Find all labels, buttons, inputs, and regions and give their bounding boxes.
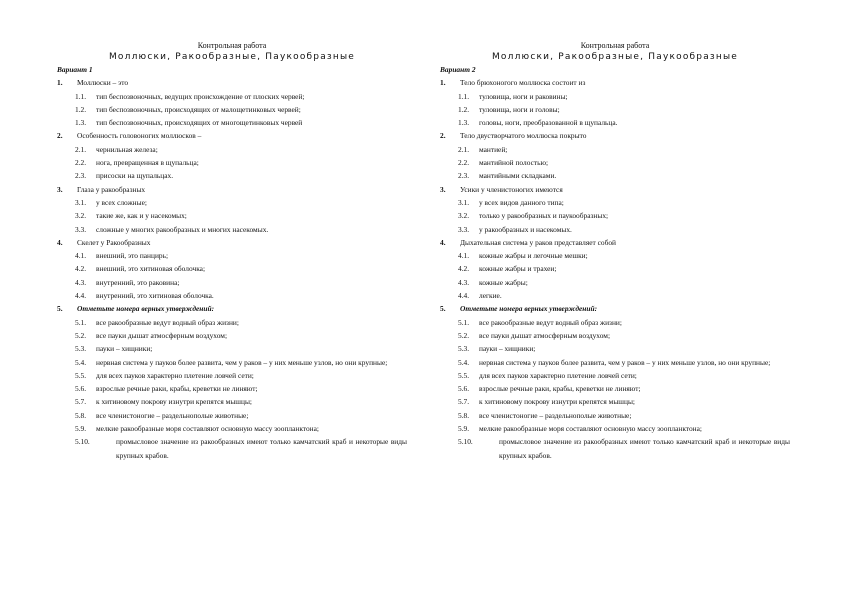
option-number: 3.2.	[75, 211, 87, 221]
option-text: сложные у многих ракообразных и многих насекомых.	[96, 224, 269, 234]
question	[57, 183, 407, 196]
answer-option	[440, 90, 790, 103]
answer-option	[57, 249, 407, 262]
option-number: 5.6.	[75, 384, 87, 394]
option-number: 4.1.	[458, 251, 470, 261]
option-number: 1.3.	[458, 118, 470, 128]
option-text: все членистоногие – раздельнополые животные;	[479, 410, 632, 420]
option-number: 5.10.	[75, 437, 90, 447]
question	[57, 236, 407, 249]
option-text: у всех сложные;	[96, 197, 147, 207]
option-number: 3.3.	[75, 224, 87, 234]
option-number: 4.3.	[75, 277, 87, 287]
question-text: Глаза у ракообразных	[77, 184, 146, 194]
answer-option	[57, 262, 407, 275]
option-number: 5.2.	[75, 330, 87, 340]
answer-option	[57, 276, 407, 289]
question-text: Тело брюхоногого моллюска состоит из	[460, 78, 586, 88]
option-number: 5.3.	[458, 344, 470, 354]
option-text: мелкие ракообразные моря составляют основную массу зоопланктона;	[479, 424, 702, 434]
option-text: нога, превращенная в щупальца;	[96, 158, 199, 168]
option-number: 1.1.	[458, 91, 470, 101]
question-text: Тело двустворчатого моллюска покрыто	[460, 131, 587, 141]
question-list	[440, 76, 790, 462]
option-text: головы, ноги, преобразованной в щупальца.	[479, 118, 618, 128]
option-number: 4.4.	[458, 291, 470, 301]
option-text: мелкие ракообразные моря составляют основную массу зоопланктона;	[96, 424, 319, 434]
option-text: все ракообразные ведут водный образ жизни;	[479, 317, 622, 327]
option-text: тип беспозвоночных, происходящих от многощетинковых червей	[96, 118, 303, 128]
question	[57, 76, 407, 89]
answer-option	[57, 289, 407, 302]
answer-option	[440, 143, 790, 156]
answer-option	[57, 316, 407, 329]
answer-option	[57, 356, 407, 369]
option-text: пауки – хищники;	[479, 344, 536, 354]
answer-option	[57, 209, 407, 222]
question-text: Особенность головоногих моллюсков –	[77, 131, 202, 141]
question-text: Усики у членистоногих имеются	[460, 184, 563, 194]
question	[57, 302, 407, 315]
answer-option	[440, 409, 790, 422]
question	[440, 236, 790, 249]
option-number: 5.5.	[458, 370, 470, 380]
option-number: 5.1.	[75, 317, 87, 327]
option-number: 2.3.	[75, 171, 87, 181]
option-text: легкие.	[479, 291, 502, 301]
variant-label: Вариант 2	[440, 65, 476, 74]
question	[440, 76, 790, 89]
variant-label: Вариант 1	[57, 65, 93, 74]
option-text: пауки – хищники;	[96, 344, 153, 354]
option-text: внешний, это панцирь;	[96, 251, 169, 261]
answer-option	[440, 262, 790, 275]
question	[440, 183, 790, 196]
answer-option	[440, 435, 790, 462]
option-text: для всех пауков характерно плетение ловчей сети;	[479, 370, 637, 380]
option-number: 1.2.	[75, 104, 87, 114]
option-text: мантийными складками.	[479, 171, 557, 181]
answer-option	[440, 196, 790, 209]
answer-option	[440, 169, 790, 182]
answer-option	[440, 395, 790, 408]
answer-option	[440, 289, 790, 302]
answer-option	[57, 422, 407, 435]
option-text: нервная система у пауков более развита, чем у раков – у них меньше узлов, но они крупные;	[479, 357, 771, 367]
answer-option	[440, 329, 790, 342]
answer-option	[57, 90, 407, 103]
answer-option	[57, 223, 407, 236]
answer-option	[440, 316, 790, 329]
worksheet-subtitle: Моллюски, Ракообразные, Паукообразные	[108, 52, 356, 62]
option-number: 5.6.	[458, 384, 470, 394]
worksheet-title: Контрольная работа	[197, 41, 267, 50]
option-number: 2.1.	[458, 144, 470, 154]
question-text: Дыхательная система у раков представляет собой	[460, 237, 616, 247]
answer-option	[57, 409, 407, 422]
question-text: Моллюски – это	[77, 78, 129, 88]
answer-option	[57, 143, 407, 156]
option-number: 1.3.	[75, 118, 87, 128]
option-number: 5.7.	[458, 397, 470, 407]
question-number: 3.	[440, 184, 446, 194]
option-number: 5.4.	[458, 357, 470, 367]
variant-1-column	[57, 40, 407, 462]
answer-option	[440, 116, 790, 129]
question-number: 2.	[440, 131, 446, 141]
option-text: тип беспозвоночных, ведущих происхождение от плоских червей;	[96, 91, 305, 101]
option-number: 4.4.	[75, 291, 87, 301]
option-text: взрослые речные раки, крабы, креветки не линяют;	[479, 384, 641, 394]
answer-option	[440, 249, 790, 262]
option-text: для всех пауков характерно плетение ловчей сети;	[96, 370, 254, 380]
option-text: мантией;	[479, 144, 508, 154]
option-number: 2.3.	[458, 171, 470, 181]
answer-option	[440, 276, 790, 289]
option-number: 3.3.	[458, 224, 470, 234]
option-number: 5.10.	[458, 437, 473, 447]
option-text: все ракообразные ведут водный образ жизни;	[96, 317, 239, 327]
option-text: присоски на щупальцах.	[96, 171, 174, 181]
option-text: кожные жабры и легочные мешки;	[479, 251, 588, 261]
answer-option	[57, 169, 407, 182]
answer-option	[57, 196, 407, 209]
option-number: 1.2.	[458, 104, 470, 114]
answer-option	[440, 382, 790, 395]
option-text: все членистоногие – раздельнополые животные;	[96, 410, 249, 420]
question-number: 1.	[57, 78, 63, 88]
option-text: нервная система у пауков более развита, чем у раков – у них меньше узлов, но они крупные;	[96, 357, 388, 367]
option-text: только у ракообразных и паукообразных;	[479, 211, 609, 221]
option-number: 5.9.	[75, 424, 87, 434]
option-text: мантийной полостью;	[479, 158, 549, 168]
answer-option	[440, 156, 790, 169]
option-number: 4.2.	[458, 264, 470, 274]
question-number: 4.	[57, 237, 63, 247]
option-number: 3.1.	[458, 197, 470, 207]
worksheet-title: Контрольная работа	[580, 41, 650, 50]
option-text: внутренний, это хитиновая оболочка.	[96, 291, 214, 301]
option-text: кожные жабры и трахеи;	[479, 264, 557, 274]
answer-option	[57, 156, 407, 169]
option-number: 5.8.	[75, 410, 87, 420]
answer-option	[440, 103, 790, 116]
option-number: 3.2.	[458, 211, 470, 221]
answer-option	[57, 382, 407, 395]
option-number: 5.1.	[458, 317, 470, 327]
worksheet-subtitle: Моллюски, Ракообразные, Паукообразные	[491, 52, 739, 62]
option-number: 5.9.	[458, 424, 470, 434]
answer-option	[440, 356, 790, 369]
option-number: 3.1.	[75, 197, 87, 207]
option-text: все пауки дышат атмосферным воздухом;	[96, 330, 228, 340]
option-text: взрослые речные раки, крабы, креветки не линяют;	[96, 384, 258, 394]
question-number: 2.	[57, 131, 63, 141]
question-text: Скелет у Ракообразных	[77, 237, 151, 247]
question-number: 1.	[440, 78, 446, 88]
option-text: у всех видов данного типа;	[479, 197, 564, 207]
question-number: 5.	[440, 304, 446, 314]
option-number: 5.4.	[75, 357, 87, 367]
question-text: Отметьте номера верных утверждений:	[460, 304, 598, 314]
option-number: 2.2.	[458, 158, 470, 168]
option-number: 4.3.	[458, 277, 470, 287]
answer-option	[57, 329, 407, 342]
question-text: Отметьте номера верных утверждений:	[77, 304, 215, 314]
option-text: чернильная железа;	[96, 144, 158, 154]
option-text: все пауки дышат атмосферным воздухом;	[479, 330, 611, 340]
option-number: 5.5.	[75, 370, 87, 380]
option-text: к хитиновому покрову изнутри крепятся мышцы;	[96, 397, 252, 407]
option-number: 4.1.	[75, 251, 87, 261]
option-text: у ракообразных и насекомых.	[479, 224, 572, 234]
option-text: тип беспозвоночных, происходящих от малощетинковых червей;	[96, 104, 301, 114]
answer-option	[57, 369, 407, 382]
option-text: кожные жабры;	[479, 277, 528, 287]
option-number: 4.2.	[75, 264, 87, 274]
answer-option	[57, 116, 407, 129]
answer-option	[440, 369, 790, 382]
question-list	[57, 76, 407, 462]
answer-option	[57, 342, 407, 355]
option-number: 5.7.	[75, 397, 87, 407]
option-text: такие же, как и у насекомых;	[96, 211, 187, 221]
question-number: 4.	[440, 237, 446, 247]
option-text: внешний, это хитиновая оболочка;	[96, 264, 206, 274]
answer-option	[57, 103, 407, 116]
option-number: 1.1.	[75, 91, 87, 101]
option-number: 2.1.	[75, 144, 87, 154]
question-number: 3.	[57, 184, 63, 194]
answer-option	[440, 209, 790, 222]
option-number: 5.3.	[75, 344, 87, 354]
option-number: 5.2.	[458, 330, 470, 340]
answer-option	[440, 422, 790, 435]
question	[57, 129, 407, 142]
option-text: туловища, ноги и раковины;	[479, 91, 568, 101]
answer-option	[57, 435, 407, 462]
question	[440, 129, 790, 142]
question	[440, 302, 790, 315]
option-number: 5.8.	[458, 410, 470, 420]
option-text: внутренний, это раковина;	[96, 277, 180, 287]
question-number: 5.	[57, 304, 63, 314]
option-number: 2.2.	[75, 158, 87, 168]
variant-2-column	[440, 40, 790, 462]
option-text: к хитиновому покрову изнутри крепятся мышцы;	[479, 397, 635, 407]
option-text: туловища, ноги и головы;	[479, 104, 560, 114]
answer-option	[440, 342, 790, 355]
answer-option	[440, 223, 790, 236]
option-text: промысловое значение из ракообразных имеют только камчатский краб и некоторые виды крупных крабов.	[499, 437, 790, 460]
answer-option	[57, 395, 407, 408]
option-text: промысловое значение из ракообразных имеют только камчатский краб и некоторые виды крупных крабов.	[116, 437, 407, 460]
